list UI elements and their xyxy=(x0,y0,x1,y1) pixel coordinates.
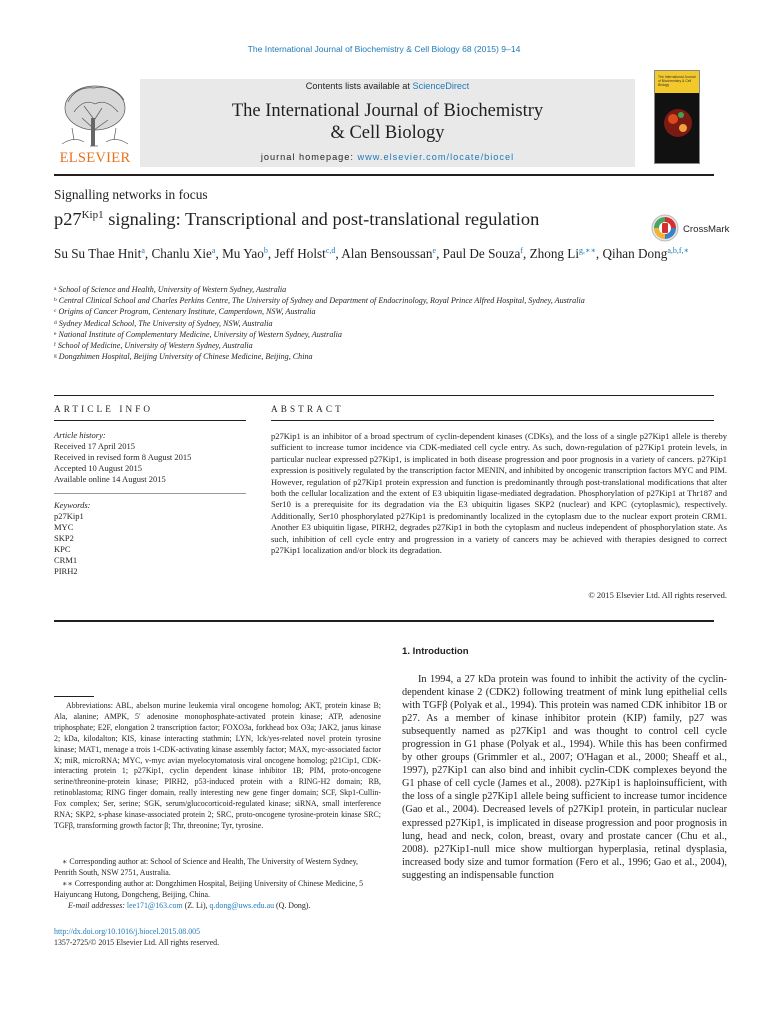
affiliation-text: Dongzhimen Hospital, Beijing University of Chinese Medicine, Beijing, China xyxy=(58,352,313,362)
keyword-item: PIRH2 xyxy=(54,566,78,576)
affiliation-mark: f xyxy=(54,342,56,349)
abstract-text: p27Kip1 is an inhibitor of a broad spectrum of cyclin-dependent kinases (CDKs), and the loss of a single p27Kip1 allele is thereby sufficient to increase tumor incidence via CDK-mediated cell cycle entry. As such, down-regulation of p27Kip1 protein levels, in particular nuclear expressed p27Kip1, is implicated in both disease progression and poor prognosis in a variety of cancers. p27Kip1 expression is positively regulated by the transcription factor MENIN, and inhibited by oncogenic transcription factors MYC and PIM. However, regulation of p27Kip1 protein expression and function is predominantly through post-translational modifications that alter both the cellular localization and the extent of E3 ubiquitin ligase-mediated degradation. Phosphorylation of p27Kip1 at Thr187 and Ser10 is a prerequisite for its degradation via the E3 ubiquitin ligases SKP2 (nuclear) and KPC (cytoplasmic), respectively. Additionally, Ser10 phosphorylated p27Kip1 is predominantly localized in the cytoplasm due to the nuclear export protein CRM1. Another E3 ubiquitin ligase, PIRH2, degrades p27Kip1 in both the cytoplasm and nucleus independent of phosphorylation state. As such, inhibition of cell cycle entry and progression in a variety of cancers may be achieved with therapies designed to correct p27Kip1 localization and/or block its degradation. xyxy=(271,431,727,556)
author-name: Paul De Souza xyxy=(442,246,521,261)
author-affiliation-mark[interactable]: a,b,f,∗ xyxy=(667,246,689,255)
affiliation-mark: d xyxy=(54,319,57,326)
author-list: Su Su Thae Hnit$^a$, Chanlu Xie$^a$, Mu Yao$^b$, Jeff Holst$^{c,d}$, Alan Bensoussan$^e$, Paul De Souza$^f$, Zhong $Li^{g,∗∗}$, Qihan Dong$^{a,b,f,∗}$ xyxy=(54,246,689,261)
journal-homepage-line xyxy=(140,152,635,162)
journal-title xyxy=(140,100,635,144)
author-name: Jeff Holst xyxy=(274,246,326,261)
affiliation-item xyxy=(54,295,654,306)
introduction-heading: 1. Introduction xyxy=(402,646,469,657)
elsevier-publisher-name: ELSEVIER xyxy=(59,150,131,166)
email-link-1[interactable]: lee171@163.com xyxy=(126,900,183,910)
affiliation-mark: g xyxy=(54,353,57,360)
footnote-rule xyxy=(54,696,94,697)
author-affiliation-mark[interactable]: b xyxy=(263,246,268,255)
affiliation-item xyxy=(54,351,654,362)
author-affiliation-mark[interactable]: c,d xyxy=(325,246,336,255)
article-title xyxy=(54,209,539,230)
article-history xyxy=(54,430,191,485)
keyword-item: MYC xyxy=(54,522,74,532)
keywords xyxy=(54,500,91,577)
keyword-item: SKP2 xyxy=(54,533,74,543)
contents-line xyxy=(140,81,635,91)
affiliation-text: Origins of Cancer Program, Centenary Institute, Camperdown, NSW, Australia xyxy=(58,307,316,317)
history-rule xyxy=(54,493,246,494)
journal-cover-thumbnail xyxy=(654,70,700,164)
journal-title-line2: & Cell Biology xyxy=(330,123,445,143)
affiliation-list xyxy=(54,284,654,362)
journal-title-line1: The International Journal of Biochemistry xyxy=(231,101,544,121)
history-item: Accepted 10 August 2015 xyxy=(54,463,143,473)
email-label: E-mail addresses: xyxy=(68,900,127,910)
affiliation-mark: e xyxy=(54,330,57,337)
author-name: Chanlu Xie xyxy=(151,246,212,261)
affiliation-mark: a xyxy=(54,286,57,292)
corresponding-author-2: ∗∗ Corresponding author at: Dongzhimen Hospital, Beijing University of Chinese Medicine, 5 Haiyuncang Hutong, Dongcheng, Beijing, China. xyxy=(54,878,364,899)
title-pre: p27 xyxy=(54,209,82,229)
crossmark-label[interactable]: CrossMark xyxy=(683,224,730,235)
author-affiliation-mark[interactable]: e xyxy=(432,246,437,255)
journal-reference-link[interactable]: The International Journal of Biochemistry & Cell Biology 68 (2015) 9–14 xyxy=(247,44,521,54)
affiliation-item xyxy=(54,318,654,329)
affiliation-item xyxy=(54,284,654,295)
article-info-heading: ARTICLE INFO xyxy=(54,404,154,414)
author-name: Su Su Thae Hnit xyxy=(54,246,142,261)
affiliation-text: Central Clinical School and Charles Perkins Centre, The University of Sydney and Department of Endocrinology, Royal Prince Alfred Hospital, Sydney, Australia xyxy=(58,296,585,306)
affiliation-text: School of Medicine, University of Western Sydney, Australia xyxy=(57,341,253,351)
introduction-text: In 1994, a 27 kDa protein was found to inhibit the activity of the cyclin-dependent kinase 2 (CDK2) following treatment of mink lung epithelial cells with TGFβ (Polyak et al., 1994). This protein was named CDK inhibitor 1B or p27. As a member of kinase inhibitor protein (KIP) family, p27 was subsequently named as p27Kip1 and was thought to control cell cycle progression in G1 phase (Polyak et al., 1994). While this has been confirmed by other groups (Grimmler et al., 2007; O'Hagan et al., 2000; Sheaff et al., 1997), p27Kip1 can also bind and inhibit cyclin-CDK complexes beyond the G1 phase of cell cycle (James et al., 2008). p27Kip1 is haploinsufficient, with the loss of a single p27Kip1 allele being sufficient to increase tumor incidence (Gao et al., 2004). Decreased levels of p27Kip1 protein, in particular nuclear expressed p27Kip1, is implicated in disease progression and poor prognosis in lung, head and neck, colon, breast, ovary and prostate cancer (Chu et al., 2008). p27Kip1-null mice show multiorgan hyperplasia, retinal dysplasia, increased body size and tumor formation (Fero et al., 1996; Gao et al., 2004), suggesting an indispensable function xyxy=(402,674,727,881)
affiliation-item xyxy=(54,329,654,340)
author-name: Alan Bensoussan xyxy=(341,246,433,261)
homepage-prefix: journal homepage: xyxy=(260,152,358,162)
affiliation-mark: c xyxy=(54,308,57,315)
history-item: Received 17 April 2015 xyxy=(54,441,135,451)
affiliation-text: Sydney Medical School, The University of Sydney, NSW, Australia xyxy=(58,318,273,328)
section-label: Signalling networks in focus xyxy=(54,187,208,202)
keyword-item: KPC xyxy=(54,544,71,554)
keyword-item: p27Kip1 xyxy=(54,511,84,521)
corresponding-author-1: ∗ Corresponding author at: School of Science and Health, The University of Western Sydney, Penrith South, NSW 2751, Australia. xyxy=(54,857,359,877)
doi-link[interactable]: http://dx.doi.org/10.1016/j.biocel.2015.08.005 xyxy=(54,927,201,936)
keyword-item: CRM1 xyxy=(54,555,78,565)
cover-artwork xyxy=(659,101,697,151)
doi-block xyxy=(54,926,219,948)
author-name: Qihan Dong xyxy=(602,246,668,261)
affiliation-text: National Institute of Complementary Medicine, University of Western Sydney, Australia xyxy=(58,329,342,339)
abstract-copyright: © 2015 Elsevier Ltd. All rights reserved. xyxy=(588,590,727,600)
affiliation-item xyxy=(54,340,654,351)
author-affiliation-mark[interactable]: g,∗∗ xyxy=(579,246,596,255)
abstract-rule xyxy=(271,420,714,421)
author-affiliation-mark[interactable]: a xyxy=(141,246,145,255)
email-owner-2: (Q. Dong). xyxy=(274,900,311,910)
journal-homepage-link[interactable]: www.elsevier.com/locate/biocel xyxy=(357,152,515,162)
author-affiliation-mark[interactable]: a xyxy=(211,246,216,255)
abstract-heading: ABSTRACT xyxy=(271,404,344,414)
cover-title: The International Journal of Biochemistry & Cell Biology xyxy=(658,75,696,87)
title-post: signaling: Transcriptional and post-translational regulation xyxy=(103,209,540,229)
email-owner-1: (Z. Li), xyxy=(182,900,210,910)
corresponding-footnotes xyxy=(54,857,381,912)
author-affiliation-mark[interactable]: f xyxy=(520,246,523,255)
issn-copyright: 1357-2725/© 2015 Elsevier Ltd. All rights reserved. xyxy=(54,938,220,947)
sciencedirect-link[interactable]: ScienceDirect xyxy=(412,81,470,91)
keywords-label: Keywords: xyxy=(54,500,91,510)
author-name: Zhong Li xyxy=(529,246,580,261)
email-line xyxy=(54,901,381,912)
history-item: Available online 14 August 2015 xyxy=(54,474,166,484)
history-label: Article history: xyxy=(54,430,106,440)
contents-prefix: Contents lists available at xyxy=(305,81,413,91)
affiliation-mark: b xyxy=(54,297,57,304)
affiliation-item xyxy=(54,306,654,317)
header-divider xyxy=(54,395,714,396)
abbreviations-footnote: Abbreviations: ABL, abelson murine leukemia viral oncogene homolog; AKT, protein kinase B; Ala, alanine; AMPK, 5′ adenosine monophosphate-activated protein kinase; ATP, adenosine triphosphate; E2F, elongation 2 transcription factor; FOXO3a, forkhead box O3a; JAK2, janus kinase 2; kDa, kilodalton; KIS, kinase interacting stathmin; LYN, lck/yes-related novel protein tyrosine kinase; MAT1, menage a trois 1-CDK-activating kinase assembly factor; MAX, myc-associated factor X; miR, microRNA; MYC, v-myc avian myelocytomatosis viral oncogene homolog; p21Cip1, CDK-interacting protein 1; p27Kip1, cyclin dependent kinase inhibitor 1B; PIM, proto-oncogene serine/threonine-protein kinase; PIRH2, p53-induced protein with a RING-H2 domain; RB, retinoblastoma; RING finger domain, really interesting new gene finger domain; SCF, Skp1-Cullin-Fox complex; Ser, serine; SGK, serum/glucocorticoid-regulated kinase; siRNA, small interference RNA; SKP2, s-phase kinase-associated protein 2; SRC, proto-oncogene tyrosine-protein kinase SRC; TGFβ, transforming growth factor β; Thr, threonine; Tyr, tyrosine. xyxy=(54,701,381,830)
history-item: Received in revised form 8 August 2015 xyxy=(54,452,192,462)
affiliation-text: School of Science and Health, University of Western Sydney, Australia xyxy=(58,285,287,294)
email-link-2[interactable]: q.dong@uws.edu.au xyxy=(209,900,275,910)
title-superscript: Kip1 xyxy=(81,209,104,221)
author-name: Mu Yao xyxy=(222,246,264,261)
masthead-rule xyxy=(54,174,714,176)
article-info-rule xyxy=(54,420,246,421)
abstract-bottom-rule xyxy=(54,620,714,622)
